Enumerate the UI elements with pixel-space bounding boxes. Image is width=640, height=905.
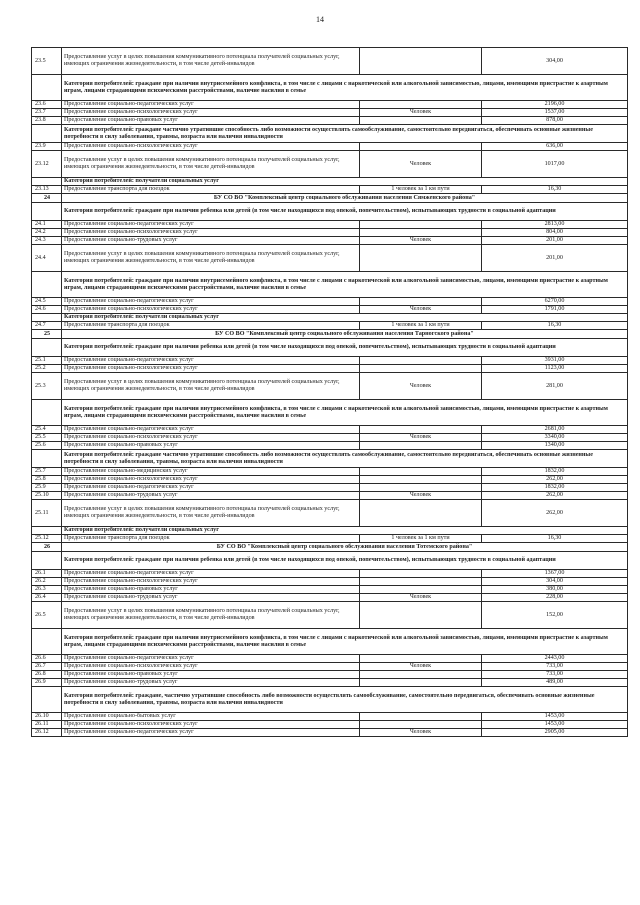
price-cell: 380,00 [482, 586, 628, 594]
service-name: Предоставление социально-психологических услуг [62, 306, 360, 314]
unit-cell [360, 117, 482, 125]
price-cell: 2681,00 [482, 426, 628, 434]
unit-cell: Человек [360, 594, 482, 602]
service-name: Предоставление социально-психологических услуг [62, 663, 360, 671]
service-name: Предоставление социально-трудовых услуг [62, 594, 360, 602]
category-row [32, 527, 628, 535]
unit-cell [360, 679, 482, 687]
price-cell: 1832,00 [482, 468, 628, 476]
category-text: Категория потребителей: получатели социальных услуг [62, 314, 628, 322]
unit-cell [360, 468, 482, 476]
price-cell: 804,00 [482, 229, 628, 237]
service-row [32, 594, 628, 602]
service-number: 23.7 [32, 109, 62, 117]
service-row [32, 373, 628, 400]
price-cell: 6270,00 [482, 298, 628, 306]
service-number: 26.2 [32, 578, 62, 586]
unit-cell [360, 602, 482, 629]
service-number: 24.4 [32, 245, 62, 272]
organization-name: БУ СО ВО "Комплексный центр социального обслуживания населения Тотемского района" [62, 543, 628, 552]
organization-row [32, 543, 628, 552]
unit-cell [360, 245, 482, 272]
service-name: Предоставление услуг в целях повышения коммуникативного потенциала получателей социальных услуг, имеющих ограничения жизнедеятельности, в том числе детей-инвалидов [62, 151, 360, 178]
unit-cell: Человек [360, 237, 482, 245]
service-number: 26.11 [32, 721, 62, 729]
service-number: 25.11 [32, 500, 62, 527]
category-blank-cell [32, 339, 62, 357]
category-row [32, 125, 628, 143]
service-number: 24.2 [32, 229, 62, 237]
category-row [32, 339, 628, 357]
service-name: Предоставление социально-трудовых услуг [62, 492, 360, 500]
service-name: Предоставление социально-правовых услуг [62, 442, 360, 450]
service-row [32, 484, 628, 492]
category-row [32, 400, 628, 426]
unit-cell [360, 586, 482, 594]
service-number: 23.8 [32, 117, 62, 125]
unit-cell: 1 человек за 1 км пути [360, 186, 482, 194]
price-cell: 16,30 [482, 535, 628, 543]
service-name: Предоставление социально-психологических услуг [62, 143, 360, 151]
organization-number: 26 [32, 543, 62, 552]
service-row [32, 298, 628, 306]
service-row [32, 143, 628, 151]
service-number: 25.12 [32, 535, 62, 543]
unit-cell [360, 365, 482, 373]
service-number: 26.6 [32, 655, 62, 663]
service-number: 26.3 [32, 586, 62, 594]
service-row [32, 151, 628, 178]
unit-cell [360, 671, 482, 679]
unit-cell: Человек [360, 109, 482, 117]
unit-cell: Человек [360, 434, 482, 442]
price-cell: 733,00 [482, 663, 628, 671]
category-blank-cell [32, 527, 62, 535]
category-text: Категория потребителей: граждане при наличии ребенка или детей (в том числе находящихся под опекой, попечительством), испытывающих трудности в социальной адаптации [62, 552, 628, 570]
service-name: Предоставление социально-трудовых услуг [62, 237, 360, 245]
category-row [32, 178, 628, 186]
price-cell: 201,00 [482, 237, 628, 245]
category-blank-cell [32, 272, 62, 298]
category-row [32, 314, 628, 322]
service-number: 25.5 [32, 434, 62, 442]
service-number: 23.9 [32, 143, 62, 151]
category-row [32, 203, 628, 221]
unit-cell [360, 484, 482, 492]
category-blank-cell [32, 450, 62, 468]
service-name: Предоставление социально-психологических услуг [62, 365, 360, 373]
price-cell: 1367,00 [482, 570, 628, 578]
service-name: Предоставление услуг в целях повышения коммуникативного потенциала получателей социальных услуг, имеющих ограничения жизнедеятельности, в том числе детей-инвалидов [62, 602, 360, 629]
unit-cell: Человек [360, 306, 482, 314]
category-text: Категория потребителей: граждане при наличии ребенка или детей (в том числе находящихся под опекой, попечительством), испытывающих трудности в социальной адаптации [62, 339, 628, 357]
service-number: 25.1 [32, 357, 62, 365]
service-number: 26.5 [32, 602, 62, 629]
service-number: 26.7 [32, 663, 62, 671]
category-row [32, 450, 628, 468]
unit-cell [360, 578, 482, 586]
service-row [32, 578, 628, 586]
organization-number: 25 [32, 330, 62, 339]
service-number: 25.4 [32, 426, 62, 434]
service-row [32, 117, 628, 125]
price-cell: 636,00 [482, 143, 628, 151]
service-number: 25.6 [32, 442, 62, 450]
service-name: Предоставление социально-педагогических услуг [62, 484, 360, 492]
service-row [32, 237, 628, 245]
service-number: 26.12 [32, 729, 62, 737]
service-row [32, 663, 628, 671]
unit-cell [360, 101, 482, 109]
service-number: 25.7 [32, 468, 62, 476]
service-name: Предоставление социально-правовых услуг [62, 671, 360, 679]
price-cell: 152,00 [482, 602, 628, 629]
service-name: Предоставление социально-педагогических услуг [62, 426, 360, 434]
service-number: 24.5 [32, 298, 62, 306]
price-cell: 489,00 [482, 679, 628, 687]
service-row [32, 671, 628, 679]
price-cell: 16,30 [482, 322, 628, 330]
category-row [32, 629, 628, 655]
category-text: Категория потребителей: граждане частично утратившие способность либо возможности осуществлять самообслуживание, самостоятельно передвигаться, обеспечивать основные жизненные потребности в силу заболевания, травмы, возраста или наличия инвалидности [62, 450, 628, 468]
unit-cell: 1 человек за 1 км пути [360, 322, 482, 330]
category-text: Категория потребителей: граждане частично утратившие способность либо возможности осуществлять самообслуживание, самостоятельно передвигаться, обеспечивать основные жизненные потребности в силу заболевания, травмы, возраста или наличия инвалидности [62, 125, 628, 143]
service-row [32, 322, 628, 330]
service-row [32, 109, 628, 117]
unit-cell: Человек [360, 729, 482, 737]
service-row [32, 602, 628, 629]
category-blank-cell [32, 687, 62, 713]
category-blank-cell [32, 629, 62, 655]
unit-cell: Человек [360, 151, 482, 178]
price-cell: 1340,00 [482, 442, 628, 450]
price-cell: 2443,00 [482, 655, 628, 663]
category-blank-cell [32, 552, 62, 570]
service-name: Предоставление социально-правовых услуг [62, 586, 360, 594]
service-row [32, 426, 628, 434]
service-row [32, 229, 628, 237]
service-name: Предоставление социально-педагогических услуг [62, 298, 360, 306]
price-cell: 304,00 [482, 578, 628, 586]
service-name: Предоставление транспорта для поездок [62, 535, 360, 543]
service-number: 25.2 [32, 365, 62, 373]
price-cell: 2196,00 [482, 101, 628, 109]
price-cell: 1017,00 [482, 151, 628, 178]
category-text: Категория потребителей: получатели социальных услуг [62, 527, 628, 535]
price-cell: 878,00 [482, 117, 628, 125]
unit-cell [360, 442, 482, 450]
category-row [32, 272, 628, 298]
category-text: Категория потребителей: получатели социальных услуг [62, 178, 628, 186]
price-cell: 733,00 [482, 671, 628, 679]
unit-cell [360, 143, 482, 151]
service-number: 24.7 [32, 322, 62, 330]
price-cell: 16,30 [482, 186, 628, 194]
service-row [32, 721, 628, 729]
organization-row [32, 194, 628, 203]
category-blank-cell [32, 125, 62, 143]
service-number: 25.9 [32, 484, 62, 492]
organization-name: БУ СО ВО "Комплексный центр социального обслуживания населения Сямженского района" [62, 194, 628, 203]
tariff-table [31, 47, 628, 737]
service-name: Предоставление транспорта для поездок [62, 322, 360, 330]
page-number: 14 [316, 15, 324, 24]
service-row [32, 365, 628, 373]
service-name: Предоставление услуг в целях повышения коммуникативного потенциала получателей социальных услуг, имеющих ограничения жизнедеятельности, в том числе детей-инвалидов [62, 500, 360, 527]
price-cell: 262,00 [482, 492, 628, 500]
service-number: 26.10 [32, 713, 62, 721]
unit-cell [360, 48, 482, 75]
unit-cell [360, 570, 482, 578]
service-number: 24.3 [32, 237, 62, 245]
service-name: Предоставление социально-медицинских услуг [62, 468, 360, 476]
service-name: Предоставление социально-правовых услуг [62, 117, 360, 125]
service-name: Предоставление социально-психологических услуг [62, 434, 360, 442]
service-number: 24.6 [32, 306, 62, 314]
unit-cell: 1 человек за 1 км пути [360, 535, 482, 543]
unit-cell [360, 229, 482, 237]
service-row [32, 101, 628, 109]
service-row [32, 468, 628, 476]
service-row [32, 535, 628, 543]
price-cell: 281,00 [482, 373, 628, 400]
service-number: 23.5 [32, 48, 62, 75]
category-text: Категория потребителей: граждане при наличии внутрисемейного конфликта, в том числе с лицами с наркотической или алкогольной зависимостью, лицами, имеющими пристрастие к азартным играм, лицами страдающими психическими расстройствами, наличие насилия в семье [62, 272, 628, 298]
price-cell: 228,00 [482, 594, 628, 602]
price-cell: 262,00 [482, 476, 628, 484]
service-number: 25.3 [32, 373, 62, 400]
category-row [32, 75, 628, 101]
service-row [32, 221, 628, 229]
service-number: 23.13 [32, 186, 62, 194]
unit-cell: Человек [360, 663, 482, 671]
unit-cell [360, 298, 482, 306]
service-name: Предоставление социально-психологических услуг [62, 578, 360, 586]
service-name: Предоставление социально-психологических услуг [62, 109, 360, 117]
service-name: Предоставление социально-педагогических услуг [62, 357, 360, 365]
organization-number: 24 [32, 194, 62, 203]
price-cell: 2905,00 [482, 729, 628, 737]
category-blank-cell [32, 75, 62, 101]
service-row [32, 570, 628, 578]
service-name: Предоставление услуг в целях повышения коммуникативного потенциала получателей социальных услуг, имеющих ограничения жизнедеятельности, в том числе детей-инвалидов [62, 373, 360, 400]
service-name: Предоставление социально-бытовых услуг [62, 713, 360, 721]
price-cell: 3340,00 [482, 434, 628, 442]
category-blank-cell [32, 400, 62, 426]
service-row [32, 713, 628, 721]
service-name: Предоставление социально-педагогических услуг [62, 729, 360, 737]
unit-cell [360, 357, 482, 365]
service-row [32, 48, 628, 75]
price-cell: 1453,00 [482, 721, 628, 729]
category-row [32, 552, 628, 570]
service-number: 23.6 [32, 101, 62, 109]
price-cell: 1123,00 [482, 365, 628, 373]
organization-name: БУ СО ВО "Комплексный центр социального обслуживания населения Тарногского района" [62, 330, 628, 339]
category-text: Категория потребителей: граждане при наличии внутрисемейного конфликта, в том числе с лицами с наркотической или алкогольной зависимостью, лицами, имеющими пристрастие к азартным играм, лицами страдающими психическими расстройствами, наличие насилия в семье [62, 75, 628, 101]
service-name: Предоставление социально-педагогических услуг [62, 570, 360, 578]
unit-cell [360, 221, 482, 229]
price-cell: 2813,00 [482, 221, 628, 229]
service-name: Предоставление социально-психологических услуг [62, 721, 360, 729]
service-row [32, 655, 628, 663]
service-number: 26.9 [32, 679, 62, 687]
service-row [32, 442, 628, 450]
unit-cell [360, 721, 482, 729]
service-row [32, 476, 628, 484]
service-row [32, 186, 628, 194]
service-row [32, 492, 628, 500]
service-row [32, 434, 628, 442]
service-row [32, 306, 628, 314]
service-name: Предоставление социально-психологических услуг [62, 476, 360, 484]
service-number: 25.10 [32, 492, 62, 500]
unit-cell [360, 426, 482, 434]
service-row [32, 729, 628, 737]
service-name: Предоставление социально-психологических услуг [62, 229, 360, 237]
service-number: 26.1 [32, 570, 62, 578]
service-row [32, 357, 628, 365]
service-row [32, 245, 628, 272]
organization-row [32, 330, 628, 339]
price-cell: 1537,00 [482, 109, 628, 117]
service-name: Предоставление транспорта для поездок [62, 186, 360, 194]
unit-cell: Человек [360, 492, 482, 500]
category-text: Категория потребителей: граждане при наличии внутрисемейного конфликта, в том числе с лицами с наркотической или алкогольной зависимостью, лицами, имеющими пристрастие к азартным играм, лицами страдающими психическими расстройствами, наличие насилия в семье [62, 629, 628, 655]
unit-cell: Человек [360, 373, 482, 400]
service-row [32, 500, 628, 527]
service-row [32, 679, 628, 687]
service-name: Предоставление услуг в целях повышения коммуникативного потенциала получателей социальных услуг, имеющих ограничения жизнедеятельности, в том числе детей-инвалидов [62, 245, 360, 272]
unit-cell [360, 655, 482, 663]
service-number: 24.1 [32, 221, 62, 229]
service-row [32, 586, 628, 594]
category-blank-cell [32, 314, 62, 322]
service-name: Предоставление социально-педагогических услуг [62, 221, 360, 229]
price-cell: 1832,00 [482, 484, 628, 492]
category-text: Категория потребителей: граждане при наличии ребенка или детей (в том числе находящихся под опекой, попечительством), испытывающих трудности в социальной адаптации [62, 203, 628, 221]
service-name: Предоставление социально-педагогических услуг [62, 101, 360, 109]
price-cell: 304,00 [482, 48, 628, 75]
service-number: 23.12 [32, 151, 62, 178]
price-cell: 3931,00 [482, 357, 628, 365]
price-cell: 201,00 [482, 245, 628, 272]
service-name: Предоставление услуг в целях повышения коммуникативного потенциала получателей социальных услуг, имеющих ограничения жизнедеятельности, в том числе детей-инвалидов [62, 48, 360, 75]
unit-cell [360, 713, 482, 721]
price-cell: 1791,00 [482, 306, 628, 314]
category-row [32, 687, 628, 713]
service-name: Предоставление социально-педагогических услуг [62, 655, 360, 663]
unit-cell [360, 476, 482, 484]
category-text: Категория потребителей: граждане, частично утратившие способность либо возможности осуществлять самообслуживание, самостоятельно передвигаться, обеспечивать основные жизненные потребности в силу заболевания, травмы, возраста или наличия инвалидности [62, 687, 628, 713]
category-blank-cell [32, 203, 62, 221]
price-cell: 262,00 [482, 500, 628, 527]
service-number: 26.8 [32, 671, 62, 679]
category-text: Категория потребителей: граждане при наличии внутрисемейного конфликта, в том числе с лицами с наркотической или алкогольной зависимостью, лицами, имеющими пристрастие к азартным играм, лицами страдающими психическими расстройствами, наличие насилия в семье [62, 400, 628, 426]
service-name: Предоставление социально-трудовых услуг [62, 679, 360, 687]
service-number: 25.8 [32, 476, 62, 484]
price-cell: 1453,00 [482, 713, 628, 721]
service-number: 26.4 [32, 594, 62, 602]
category-blank-cell [32, 178, 62, 186]
unit-cell [360, 500, 482, 527]
